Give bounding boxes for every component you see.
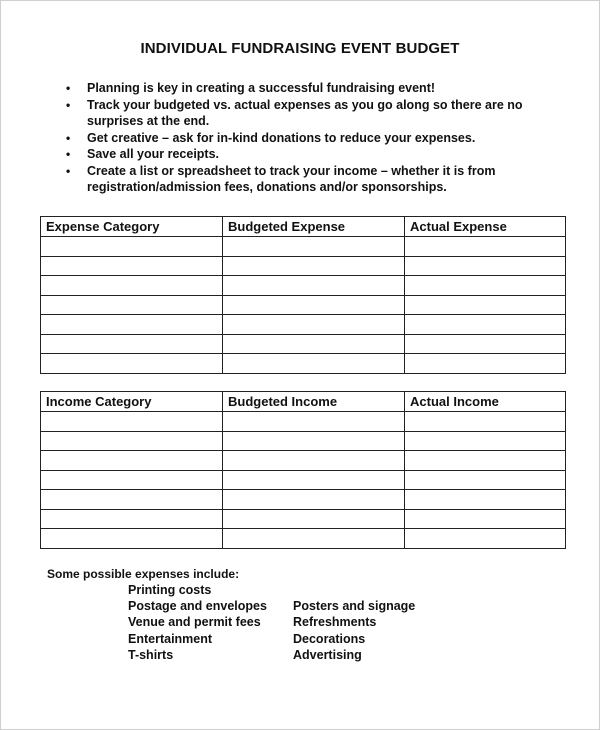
table-cell[interactable] [41,256,223,276]
bullet-icon: • [66,163,71,178]
table-cell[interactable] [41,412,223,432]
table-row [41,509,566,529]
table-cell[interactable] [41,490,223,510]
table-cell[interactable] [223,412,405,432]
tip-item [66,97,576,130]
table-cell[interactable] [223,354,405,374]
table-row [41,529,566,549]
tips-list [66,80,576,196]
budgeted-expense-header: Budgeted Expense [223,217,405,237]
table-cell[interactable] [41,276,223,296]
table-cell[interactable] [405,431,566,451]
expense-example-item: Posters and signage [293,599,416,614]
expense-example-item [293,582,415,598]
table-cell[interactable] [405,509,566,529]
table-row [41,256,566,276]
income-table [40,391,566,549]
table-cell[interactable] [41,315,223,335]
tip-item [66,163,576,196]
table-row [41,431,566,451]
table-cell[interactable] [405,470,566,490]
income-category-header: Income Category [41,392,223,412]
table-cell[interactable] [223,470,405,490]
bullet-icon: • [66,130,71,145]
table-cell[interactable] [223,431,405,451]
expense-example-item: Entertainment [128,631,213,646]
budgeted-income-header: Budgeted Income [223,392,405,412]
table-cell[interactable] [223,451,405,471]
page-title: INDIVIDUAL FUNDRAISING EVENT BUDGET [140,40,460,57]
table-cell[interactable] [223,276,405,296]
expense-example-item: Postage and envelopes [128,599,267,614]
bullet-icon: • [66,147,71,161]
table-cell[interactable] [41,470,223,490]
table-cell[interactable] [405,334,566,354]
possible-expenses-left-list [128,582,267,663]
table-cell[interactable] [223,256,405,276]
table-cell[interactable] [223,315,405,335]
table-cell[interactable] [41,334,223,354]
table-cell[interactable] [41,529,223,549]
table-cell[interactable] [405,276,566,296]
table-cell[interactable] [405,529,566,549]
expense-category-header: Expense Category [41,217,223,237]
table-cell[interactable] [405,354,566,374]
expense-example-item: T-shirts [128,647,174,662]
table-cell[interactable] [405,451,566,471]
table-cell[interactable] [405,256,566,276]
table-cell[interactable] [405,490,566,510]
tip-text: Planning is key in creating a successful fundraising event! [87,81,436,95]
table-row [41,412,566,432]
table-cell[interactable] [41,509,223,529]
table-row [41,334,566,354]
expense-table [40,216,566,374]
table-cell[interactable] [405,412,566,432]
table-row [41,470,566,490]
table-row [41,354,566,374]
expense-example-item: Decorations [293,631,366,646]
table-cell[interactable] [41,451,223,471]
tip-item [66,146,576,163]
actual-expense-header: Actual Expense [405,217,566,237]
tip-text: Track your budgeted vs. actual expenses as you go along so there are no surprises at the end. [87,97,523,128]
table-cell[interactable] [223,509,405,529]
table-cell[interactable] [41,237,223,257]
table-cell[interactable] [223,237,405,257]
table-cell[interactable] [405,237,566,257]
table-cell[interactable] [41,431,223,451]
bullet-icon: • [66,81,71,95]
table-cell[interactable] [223,334,405,354]
table-cell[interactable] [41,354,223,374]
table-header-row [41,392,566,412]
table-row [41,276,566,296]
tip-text: Save all your receipts. [87,147,220,161]
possible-expenses-right-list [293,582,415,663]
tip-item [66,80,576,97]
actual-income-header: Actual Income [405,392,566,412]
table-cell[interactable] [223,529,405,549]
table-cell[interactable] [405,295,566,315]
expense-example-item: Venue and permit fees [128,615,261,630]
table-row [41,490,566,510]
possible-expenses-label: Some possible expenses include: [47,567,240,581]
table-cell[interactable] [405,315,566,335]
table-row [41,451,566,471]
table-row [41,295,566,315]
table-cell[interactable] [41,295,223,315]
table-cell[interactable] [223,295,405,315]
table-cell[interactable] [223,490,405,510]
tip-text: Create a list or spreadsheet to track your income – whether it is from registration/admission fees, donations and/or sponsorships. [87,163,496,194]
tip-item [66,130,576,147]
expense-example-item: Advertising [293,647,362,662]
expense-example-item: Refreshments [293,615,377,630]
bullet-icon: • [66,97,71,112]
table-row [41,315,566,335]
expense-example-item: Printing costs [128,583,212,597]
tip-text: Get creative – ask for in-kind donations to reduce your expenses. [87,130,476,145]
table-header-row [41,217,566,237]
table-row [41,237,566,257]
